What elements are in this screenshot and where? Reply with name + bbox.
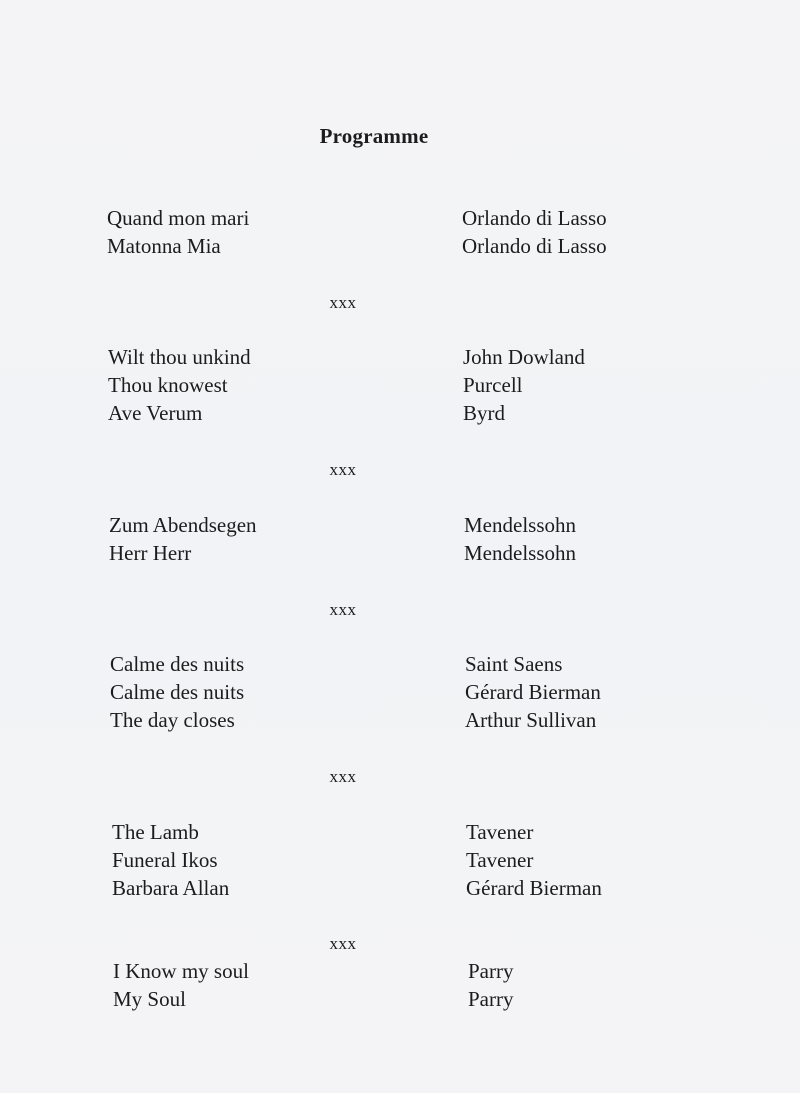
- programme-group-5: [0, 818, 800, 902]
- section-separator: xxx: [329, 934, 357, 953]
- composer-name: John Dowland: [463, 345, 585, 369]
- programme-row: [0, 985, 800, 1013]
- composer-name: Tavener: [466, 848, 534, 872]
- composer-name: Saint Saens: [465, 652, 563, 676]
- section-separator: xxx: [329, 767, 357, 786]
- piece-title: Funeral Ikos: [112, 848, 218, 872]
- piece-title: Quand mon mari: [107, 206, 250, 230]
- piece-title: My Soul: [113, 987, 186, 1011]
- programme-row: [0, 343, 800, 371]
- section-separator: xxx: [329, 460, 357, 479]
- programme-row: [0, 678, 800, 706]
- programme-group-3: [0, 511, 800, 567]
- programme-row: [0, 204, 800, 232]
- composer-name: Gérard Bierman: [465, 680, 601, 704]
- programme-row: [0, 874, 800, 902]
- programme-row: [0, 818, 800, 846]
- composer-name: Purcell: [463, 373, 523, 397]
- programme-row: [0, 846, 800, 874]
- composer-name: Gérard Bierman: [466, 876, 602, 900]
- piece-title: I Know my soul: [113, 959, 249, 983]
- composer-name: Byrd: [463, 401, 505, 425]
- section-separator: xxx: [329, 600, 357, 619]
- piece-title: Herr Herr: [109, 541, 192, 565]
- programme-row: [0, 706, 800, 734]
- piece-title: Barbara Allan: [112, 876, 230, 900]
- piece-title: Thou knowest: [108, 373, 228, 397]
- programme-group-4: [0, 650, 800, 734]
- programme-row: [0, 371, 800, 399]
- piece-title: Wilt thou unkind: [108, 345, 251, 369]
- composer-name: Mendelssohn: [464, 513, 576, 537]
- programme-row: [0, 957, 800, 985]
- composer-name: Parry: [468, 959, 514, 983]
- programme-row: [0, 539, 800, 567]
- piece-title: Matonna Mia: [107, 234, 221, 258]
- composer-name: Orlando di Lasso: [462, 234, 607, 258]
- piece-title: The Lamb: [112, 820, 199, 844]
- programme-row: [0, 511, 800, 539]
- composer-name: Tavener: [466, 820, 534, 844]
- page-title: Programme: [319, 124, 429, 148]
- piece-title: Ave Verum: [108, 401, 203, 425]
- composer-name: Mendelssohn: [464, 541, 576, 565]
- programme-group-6: [0, 957, 800, 1013]
- composer-name: Parry: [468, 987, 514, 1011]
- section-separator: xxx: [329, 293, 357, 312]
- composer-name: Arthur Sullivan: [465, 708, 597, 732]
- programme-row: [0, 650, 800, 678]
- composer-name: Orlando di Lasso: [462, 206, 607, 230]
- piece-title: Calme des nuits: [110, 652, 245, 676]
- programme-row: [0, 399, 800, 427]
- programme-group-1: [0, 204, 800, 260]
- piece-title: Zum Abendsegen: [109, 513, 257, 537]
- piece-title: Calme des nuits: [110, 680, 245, 704]
- programme-row: [0, 232, 800, 260]
- piece-title: The day closes: [110, 708, 235, 732]
- programme-group-2: [0, 343, 800, 427]
